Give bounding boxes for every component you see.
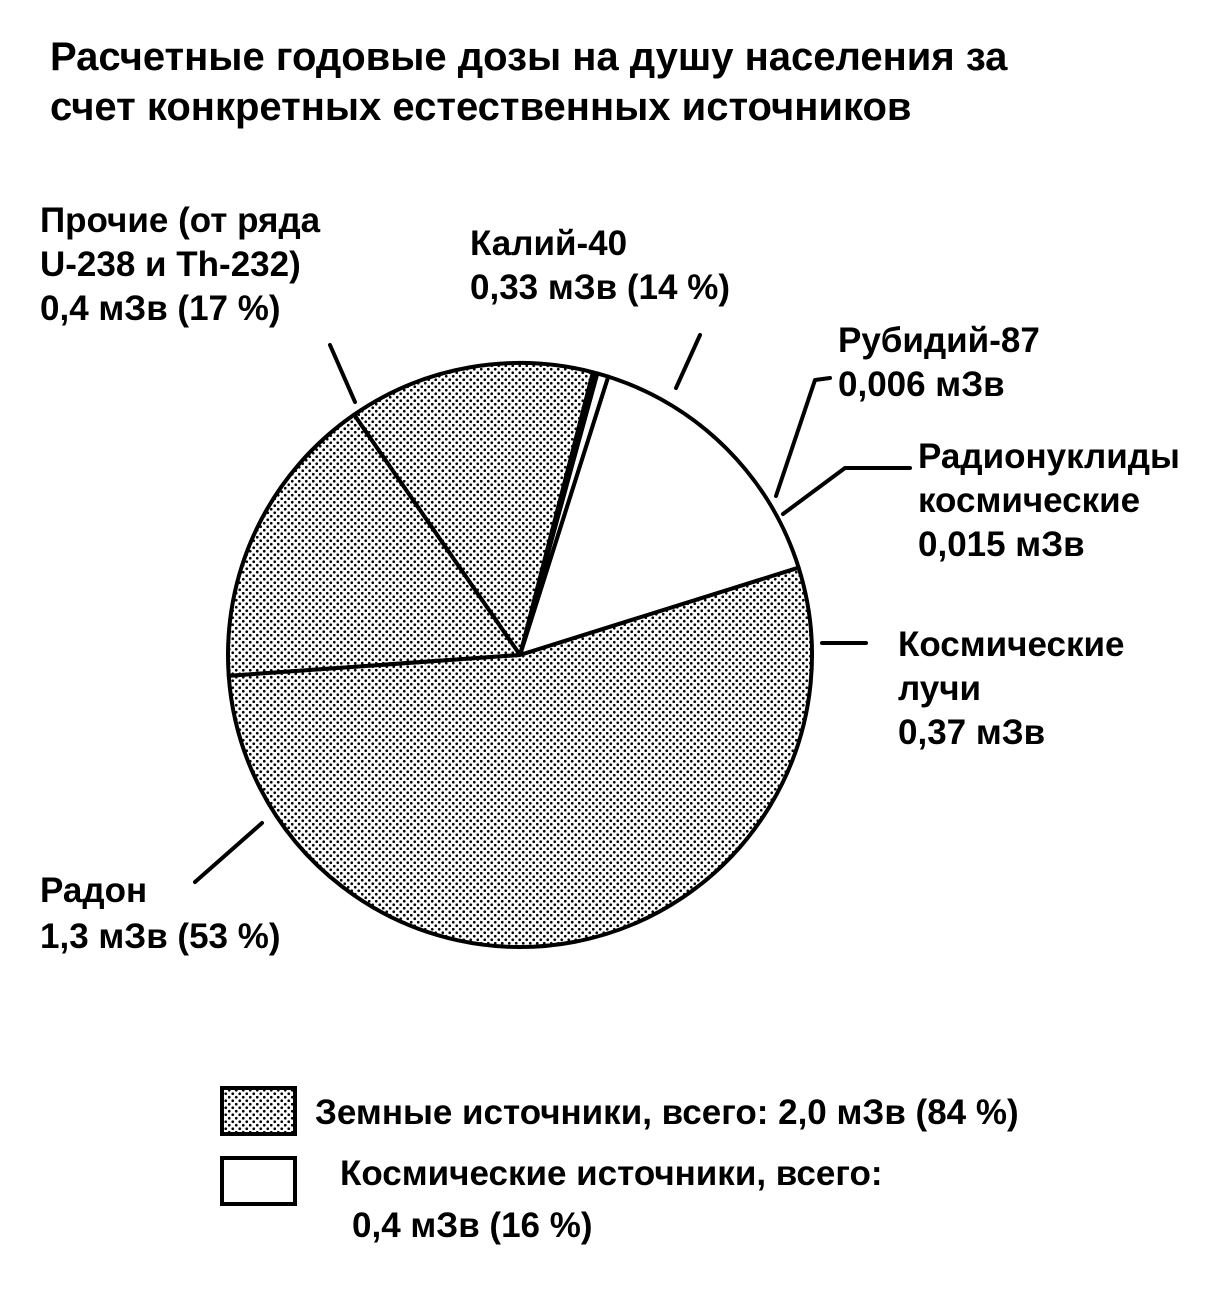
label-other-u238-th232	[40, 201, 321, 328]
label-line: 1,3 мЗв (53 %)	[40, 917, 281, 956]
label-rubidium-87	[838, 321, 1040, 404]
leader-potassium-40	[676, 335, 700, 388]
label-cosmogenic-radionuclides	[918, 437, 1180, 564]
legend-swatch-terrestrial	[222, 1088, 295, 1134]
legend-label-line: Космические источники, всего:	[340, 1154, 883, 1193]
chart-title	[50, 35, 1008, 129]
chart-title-line: счет конкретных естественных источников	[50, 85, 912, 129]
label-radon	[40, 871, 281, 956]
label-potassium-40	[470, 224, 730, 307]
legend-label-line: Земные источники, всего: 2,0 мЗв (84 %)	[315, 1093, 1019, 1132]
label-line: Радон	[40, 871, 148, 910]
chart-title-line: Расчетные годовые дозы на душу населения за	[50, 35, 1008, 79]
label-line: Калий-40	[470, 224, 628, 263]
label-cosmic-rays	[898, 625, 1124, 752]
legend-swatch-cosmic	[222, 1158, 295, 1204]
leader-other-u238-th232	[330, 345, 355, 402]
label-line: 0,015 мЗв	[918, 525, 1085, 564]
pie-slices	[228, 363, 812, 947]
leader-cosmogenic-radionuclides	[783, 468, 910, 514]
label-line: U-238 и Th-232)	[40, 245, 301, 284]
legend-label-cosmic	[340, 1154, 883, 1245]
label-line: лучи	[898, 669, 982, 708]
leader-rubidium-87	[776, 378, 830, 496]
legend	[222, 1088, 1019, 1245]
label-line: 0,4 мЗв (17 %)	[40, 289, 281, 328]
label-line: 0,37 мЗв	[898, 713, 1046, 752]
label-line: Прочие (от ряда	[40, 201, 321, 240]
label-line: Рубидий-87	[838, 321, 1040, 360]
leader-radon	[195, 823, 262, 882]
label-line: Радионуклиды	[918, 437, 1180, 476]
legend-label-line: 0,4 мЗв (16 %)	[352, 1206, 593, 1245]
label-line: 0,33 мЗв (14 %)	[470, 268, 730, 307]
legend-label-terrestrial	[315, 1093, 1019, 1132]
label-line: 0,006 мЗв	[838, 365, 1005, 404]
label-line: космические	[918, 481, 1141, 520]
label-line: Космические	[898, 625, 1125, 664]
